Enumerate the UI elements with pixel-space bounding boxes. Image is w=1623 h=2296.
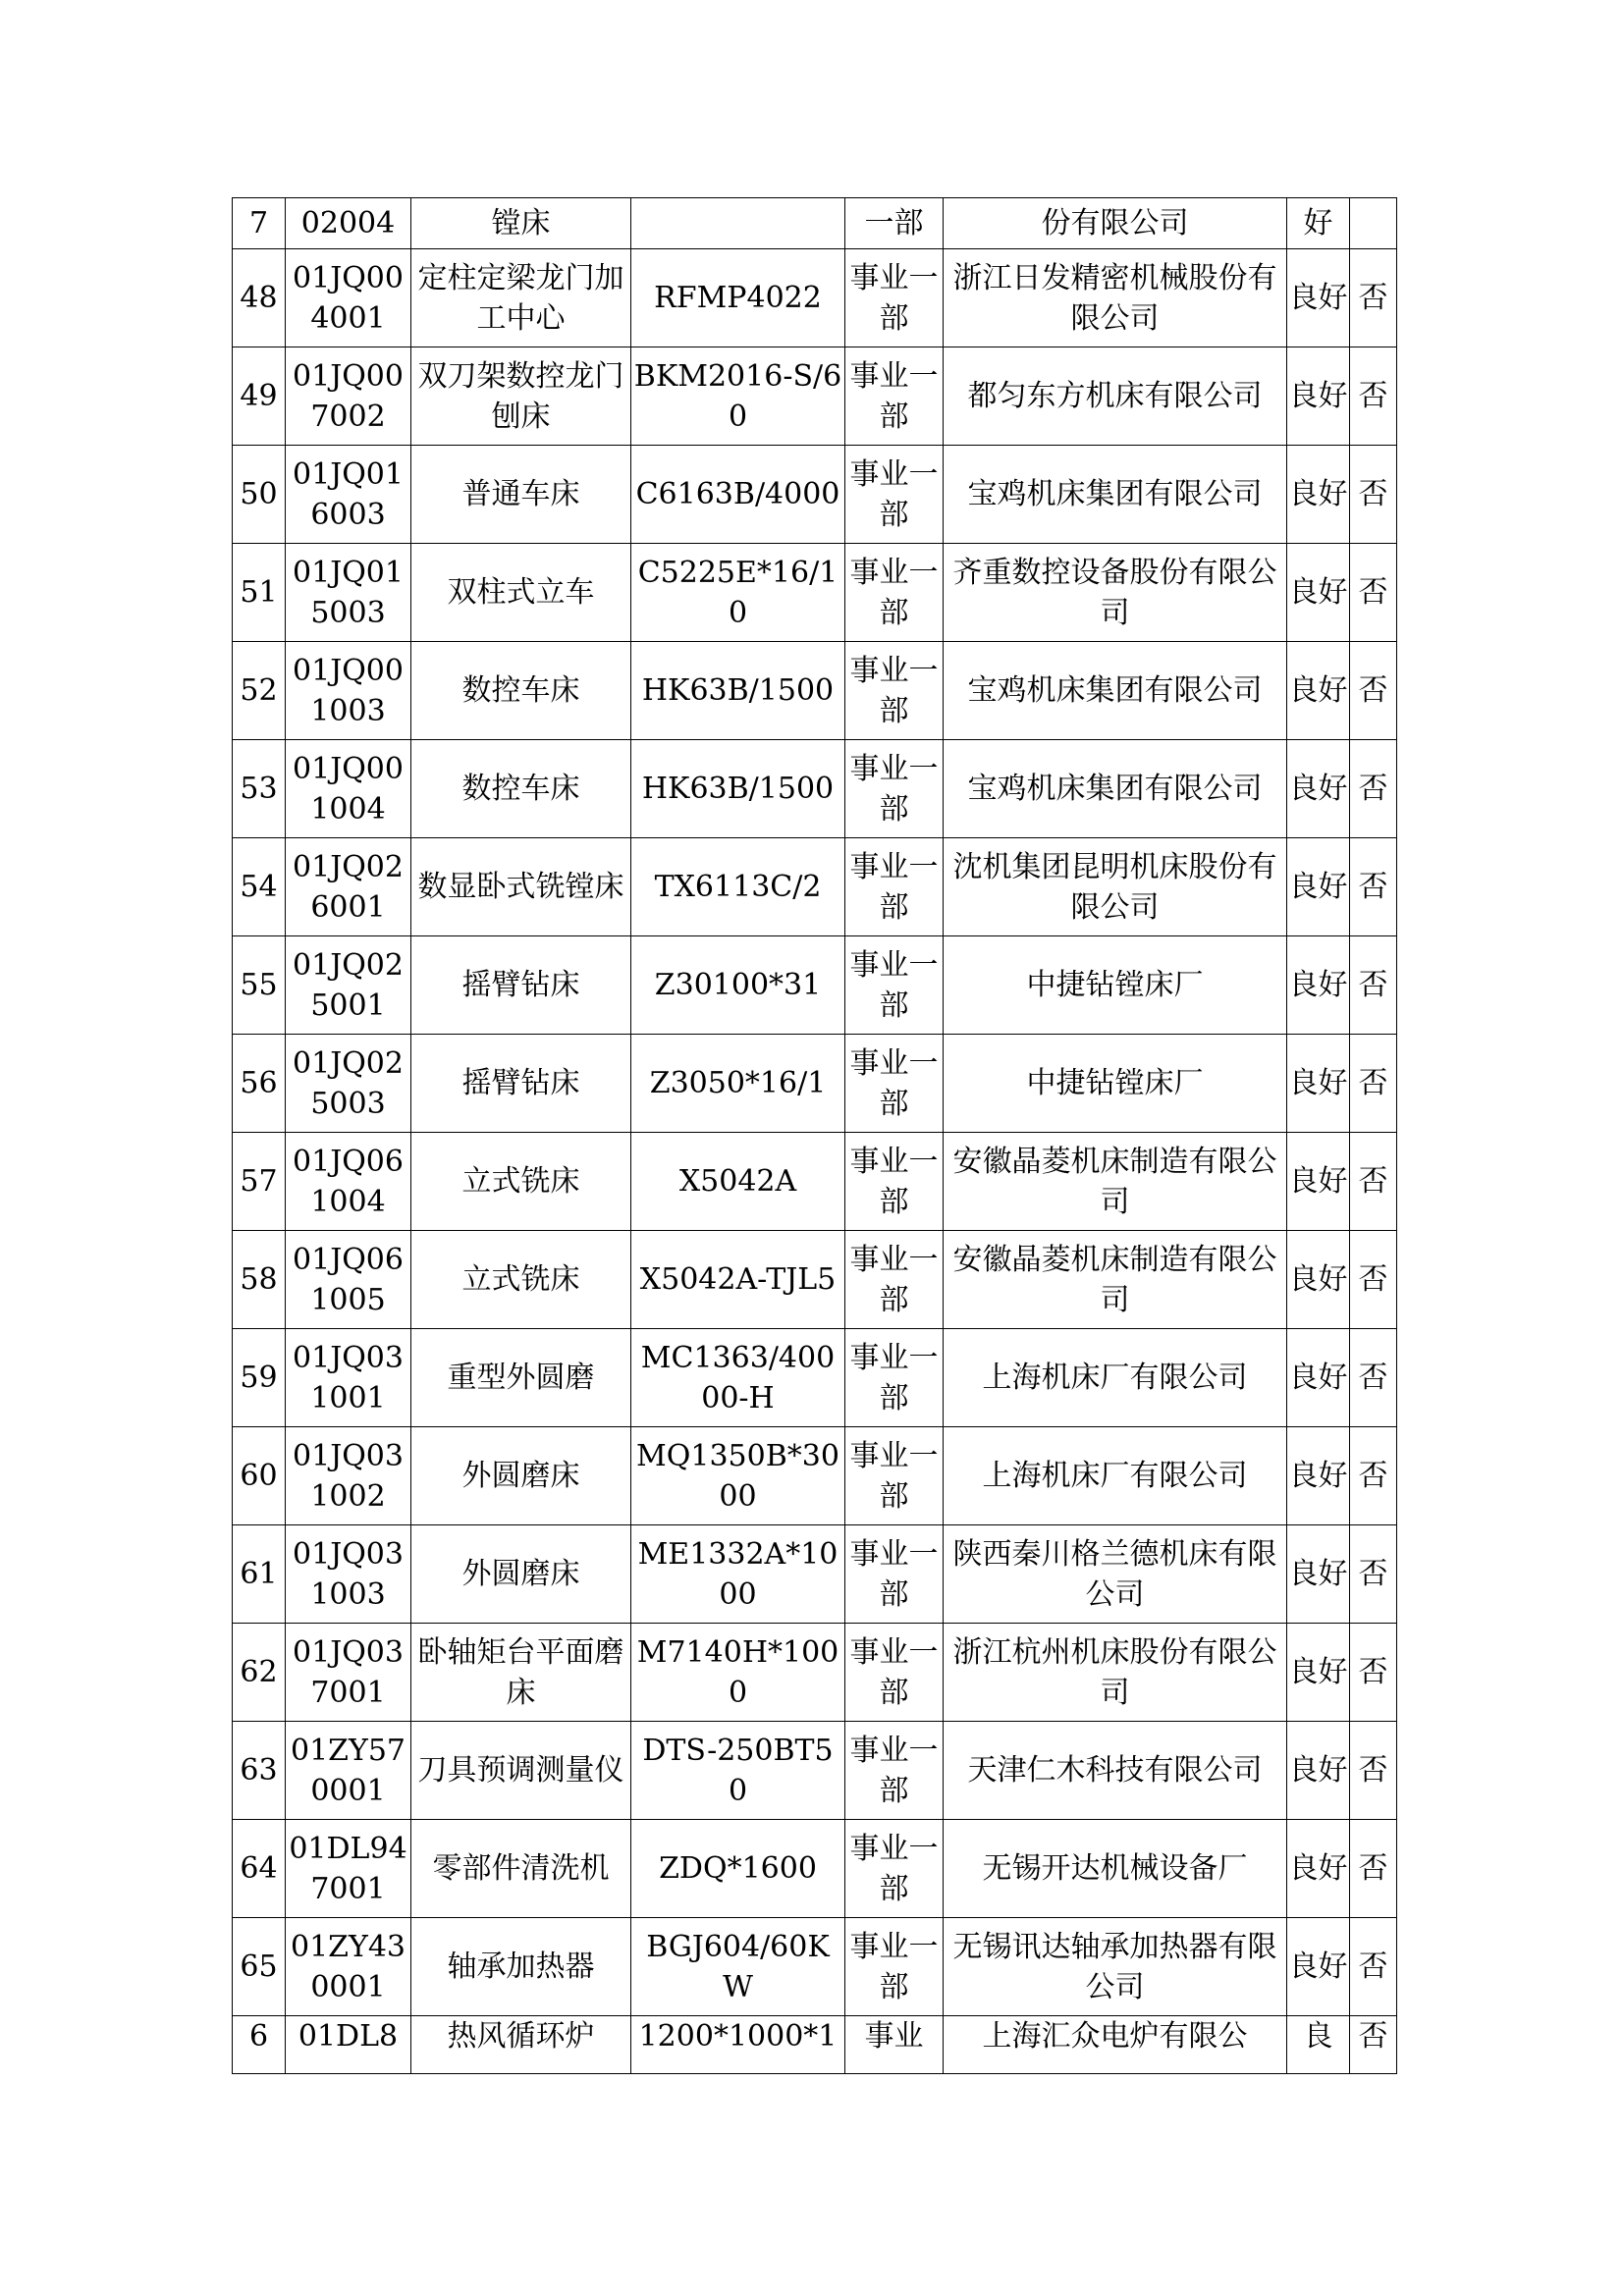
cell-dept: 事业一部 — [845, 1329, 944, 1427]
cell-dept: 事业一部 — [845, 347, 944, 446]
cell-code: 01JQ026001 — [286, 838, 411, 936]
cell-status: 良好 — [1287, 740, 1350, 838]
cell-model: X5042A — [631, 1133, 845, 1231]
cell-model: BGJ604/60KW — [631, 1918, 845, 2016]
table-row — [233, 740, 1397, 838]
cell-flag: 否 — [1350, 1525, 1397, 1624]
cell-name: 镗床 — [411, 198, 631, 249]
cell-code: 01JQ031001 — [286, 1329, 411, 1427]
cell-name: 普通车床 — [411, 446, 631, 544]
cell-maker: 无锡开达机械设备厂 — [944, 1820, 1287, 1918]
equipment-table — [232, 197, 1397, 2074]
cell-no: 65 — [233, 1918, 286, 2016]
cell-no: 59 — [233, 1329, 286, 1427]
cell-status: 良好 — [1287, 1133, 1350, 1231]
cell-flag: 否 — [1350, 249, 1397, 347]
table-row — [233, 347, 1397, 446]
cell-model: RFMP4022 — [631, 249, 845, 347]
cell-no: 58 — [233, 1231, 286, 1329]
cell-maker: 安徽晶菱机床制造有限公司 — [944, 1231, 1287, 1329]
cell-no: 57 — [233, 1133, 286, 1231]
cell-name: 外圆磨床 — [411, 1427, 631, 1525]
cell-maker: 陕西秦川格兰德机床有限公司 — [944, 1525, 1287, 1624]
cell-flag: 否 — [1350, 1231, 1397, 1329]
cell-maker: 上海机床厂有限公司 — [944, 1329, 1287, 1427]
cell-name: 外圆磨床 — [411, 1525, 631, 1624]
cell-maker: 中捷钻镗床厂 — [944, 936, 1287, 1035]
cell-maker: 浙江日发精密机械股份有限公司 — [944, 249, 1287, 347]
cell-status: 良好 — [1287, 1624, 1350, 1722]
cell-status: 良好 — [1287, 1820, 1350, 1918]
cell-flag: 否 — [1350, 446, 1397, 544]
table-row — [233, 1820, 1397, 1918]
cell-flag: 否 — [1350, 1035, 1397, 1133]
cell-dept: 事业一部 — [845, 446, 944, 544]
cell-status: 良 — [1287, 2016, 1350, 2074]
cell-flag: 否 — [1350, 544, 1397, 642]
cell-model: Z3050*16/1 — [631, 1035, 845, 1133]
cell-maker: 宝鸡机床集团有限公司 — [944, 740, 1287, 838]
cell-maker: 安徽晶菱机床制造有限公司 — [944, 1133, 1287, 1231]
cell-dept: 事业一部 — [845, 1918, 944, 2016]
cell-status: 良好 — [1287, 1231, 1350, 1329]
table-row-partial-bottom — [233, 2016, 1397, 2074]
cell-name: 双刀架数控龙门刨床 — [411, 347, 631, 446]
cell-dept: 事业一部 — [845, 1231, 944, 1329]
cell-no: 63 — [233, 1722, 286, 1820]
cell-model: C6163B/4000 — [631, 446, 845, 544]
cell-code: 01ZY570001 — [286, 1722, 411, 1820]
cell-maker: 宝鸡机床集团有限公司 — [944, 642, 1287, 740]
cell-flag: 否 — [1350, 1427, 1397, 1525]
cell-model: MQ1350B*3000 — [631, 1427, 845, 1525]
cell-flag: 否 — [1350, 1133, 1397, 1231]
table-row — [233, 249, 1397, 347]
cell-flag: 否 — [1350, 1820, 1397, 1918]
cell-model: MC1363/40000-H — [631, 1329, 845, 1427]
cell-model: ZDQ*1600 — [631, 1820, 845, 1918]
cell-name: 热风循环炉 — [411, 2016, 631, 2074]
cell-model — [631, 198, 845, 249]
cell-dept: 一部 — [845, 198, 944, 249]
cell-flag: 否 — [1350, 1722, 1397, 1820]
cell-status: 良好 — [1287, 1525, 1350, 1624]
cell-no: 50 — [233, 446, 286, 544]
cell-flag: 否 — [1350, 347, 1397, 446]
cell-name: 轴承加热器 — [411, 1918, 631, 2016]
cell-flag: 否 — [1350, 1918, 1397, 2016]
cell-dept: 事业一部 — [845, 1427, 944, 1525]
cell-status: 良好 — [1287, 446, 1350, 544]
cell-code: 01JQ016003 — [286, 446, 411, 544]
cell-flag: 否 — [1350, 936, 1397, 1035]
cell-dept: 事业一部 — [845, 1624, 944, 1722]
cell-code: 01JQ025003 — [286, 1035, 411, 1133]
cell-name: 定柱定梁龙门加工中心 — [411, 249, 631, 347]
cell-dept: 事业一部 — [845, 838, 944, 936]
cell-model: HK63B/1500 — [631, 642, 845, 740]
cell-name: 卧轴矩台平面磨床 — [411, 1624, 631, 1722]
table-row-partial-top — [233, 198, 1397, 249]
cell-status: 良好 — [1287, 249, 1350, 347]
cell-code: 01JQ001004 — [286, 740, 411, 838]
cell-maker: 都匀东方机床有限公司 — [944, 347, 1287, 446]
cell-model: TX6113C/2 — [631, 838, 845, 936]
cell-status: 良好 — [1287, 544, 1350, 642]
cell-model: BKM2016-S/60 — [631, 347, 845, 446]
cell-status: 好 — [1287, 198, 1350, 249]
cell-no: 55 — [233, 936, 286, 1035]
cell-dept: 事业一部 — [845, 1133, 944, 1231]
cell-model: C5225E*16/10 — [631, 544, 845, 642]
table-row — [233, 1231, 1397, 1329]
cell-flag: 否 — [1350, 1624, 1397, 1722]
cell-model: Z30100*31 — [631, 936, 845, 1035]
cell-dept: 事业一部 — [845, 1525, 944, 1624]
cell-no: 56 — [233, 1035, 286, 1133]
cell-name: 摇臂钻床 — [411, 1035, 631, 1133]
cell-dept: 事业 — [845, 2016, 944, 2074]
table-row — [233, 1722, 1397, 1820]
cell-name: 数控车床 — [411, 740, 631, 838]
cell-status: 良好 — [1287, 1035, 1350, 1133]
cell-dept: 事业一部 — [845, 1820, 944, 1918]
table-row — [233, 838, 1397, 936]
cell-flag — [1350, 198, 1397, 249]
cell-maker: 宝鸡机床集团有限公司 — [944, 446, 1287, 544]
cell-code: 01JQ001003 — [286, 642, 411, 740]
cell-code: 01JQ037001 — [286, 1624, 411, 1722]
cell-maker: 上海汇众电炉有限公 — [944, 2016, 1287, 2074]
cell-status: 良好 — [1287, 936, 1350, 1035]
cell-status: 良好 — [1287, 347, 1350, 446]
cell-status: 良好 — [1287, 1329, 1350, 1427]
cell-no: 7 — [233, 198, 286, 249]
cell-name: 零部件清洗机 — [411, 1820, 631, 1918]
cell-flag: 否 — [1350, 740, 1397, 838]
cell-code: 01JQ031003 — [286, 1525, 411, 1624]
cell-no: 64 — [233, 1820, 286, 1918]
cell-model: HK63B/1500 — [631, 740, 845, 838]
cell-maker: 浙江杭州机床股份有限公司 — [944, 1624, 1287, 1722]
cell-dept: 事业一部 — [845, 544, 944, 642]
cell-maker: 上海机床厂有限公司 — [944, 1427, 1287, 1525]
cell-status: 良好 — [1287, 1427, 1350, 1525]
cell-name: 摇臂钻床 — [411, 936, 631, 1035]
cell-code: 01JQ061005 — [286, 1231, 411, 1329]
cell-maker: 齐重数控设备股份有限公司 — [944, 544, 1287, 642]
cell-no: 53 — [233, 740, 286, 838]
cell-dept: 事业一部 — [845, 1722, 944, 1820]
table-row — [233, 1918, 1397, 2016]
cell-status: 良好 — [1287, 642, 1350, 740]
cell-code: 01JQ007002 — [286, 347, 411, 446]
cell-code: 01JQ025001 — [286, 936, 411, 1035]
cell-no: 49 — [233, 347, 286, 446]
cell-name: 双柱式立车 — [411, 544, 631, 642]
cell-code: 01JQ015003 — [286, 544, 411, 642]
cell-code: 01JQ004001 — [286, 249, 411, 347]
cell-code: 02004 — [286, 198, 411, 249]
cell-model: M7140H*1000 — [631, 1624, 845, 1722]
cell-maker: 无锡讯达轴承加热器有限公司 — [944, 1918, 1287, 2016]
cell-name: 立式铣床 — [411, 1231, 631, 1329]
cell-name: 重型外圆磨 — [411, 1329, 631, 1427]
cell-no: 54 — [233, 838, 286, 936]
cell-maker: 份有限公司 — [944, 198, 1287, 249]
cell-no: 60 — [233, 1427, 286, 1525]
table-row — [233, 936, 1397, 1035]
cell-no: 48 — [233, 249, 286, 347]
cell-code: 01JQ061004 — [286, 1133, 411, 1231]
cell-flag: 否 — [1350, 1329, 1397, 1427]
cell-flag: 否 — [1350, 642, 1397, 740]
cell-maker: 中捷钻镗床厂 — [944, 1035, 1287, 1133]
table-body — [233, 198, 1397, 2074]
table-row — [233, 1624, 1397, 1722]
table-row — [233, 1525, 1397, 1624]
table-row — [233, 642, 1397, 740]
cell-name: 数控车床 — [411, 642, 631, 740]
cell-code: 01DL8 — [286, 2016, 411, 2074]
cell-model: X5042A-TJL5 — [631, 1231, 845, 1329]
cell-name: 刀具预调测量仪 — [411, 1722, 631, 1820]
cell-name: 数显卧式铣镗床 — [411, 838, 631, 936]
cell-maker: 沈机集团昆明机床股份有限公司 — [944, 838, 1287, 936]
cell-model: ME1332A*1000 — [631, 1525, 845, 1624]
table-row — [233, 544, 1397, 642]
cell-no: 62 — [233, 1624, 286, 1722]
cell-code: 01ZY430001 — [286, 1918, 411, 2016]
table-row — [233, 1133, 1397, 1231]
cell-dept: 事业一部 — [845, 249, 944, 347]
cell-no: 51 — [233, 544, 286, 642]
cell-no: 6 — [233, 2016, 286, 2074]
cell-dept: 事业一部 — [845, 1035, 944, 1133]
cell-no: 52 — [233, 642, 286, 740]
table-row — [233, 1035, 1397, 1133]
cell-name: 立式铣床 — [411, 1133, 631, 1231]
cell-maker: 天津仁木科技有限公司 — [944, 1722, 1287, 1820]
cell-model: 1200*1000*1 — [631, 2016, 845, 2074]
cell-dept: 事业一部 — [845, 936, 944, 1035]
cell-status: 良好 — [1287, 1722, 1350, 1820]
cell-flag: 否 — [1350, 2016, 1397, 2074]
cell-status: 良好 — [1287, 1918, 1350, 2016]
cell-code: 01DL947001 — [286, 1820, 411, 1918]
cell-code: 01JQ031002 — [286, 1427, 411, 1525]
cell-flag: 否 — [1350, 838, 1397, 936]
cell-dept: 事业一部 — [845, 740, 944, 838]
cell-status: 良好 — [1287, 838, 1350, 936]
table-row — [233, 1427, 1397, 1525]
cell-no: 61 — [233, 1525, 286, 1624]
table-row — [233, 446, 1397, 544]
cell-dept: 事业一部 — [845, 642, 944, 740]
table-row — [233, 1329, 1397, 1427]
cell-model: DTS-250BT50 — [631, 1722, 845, 1820]
